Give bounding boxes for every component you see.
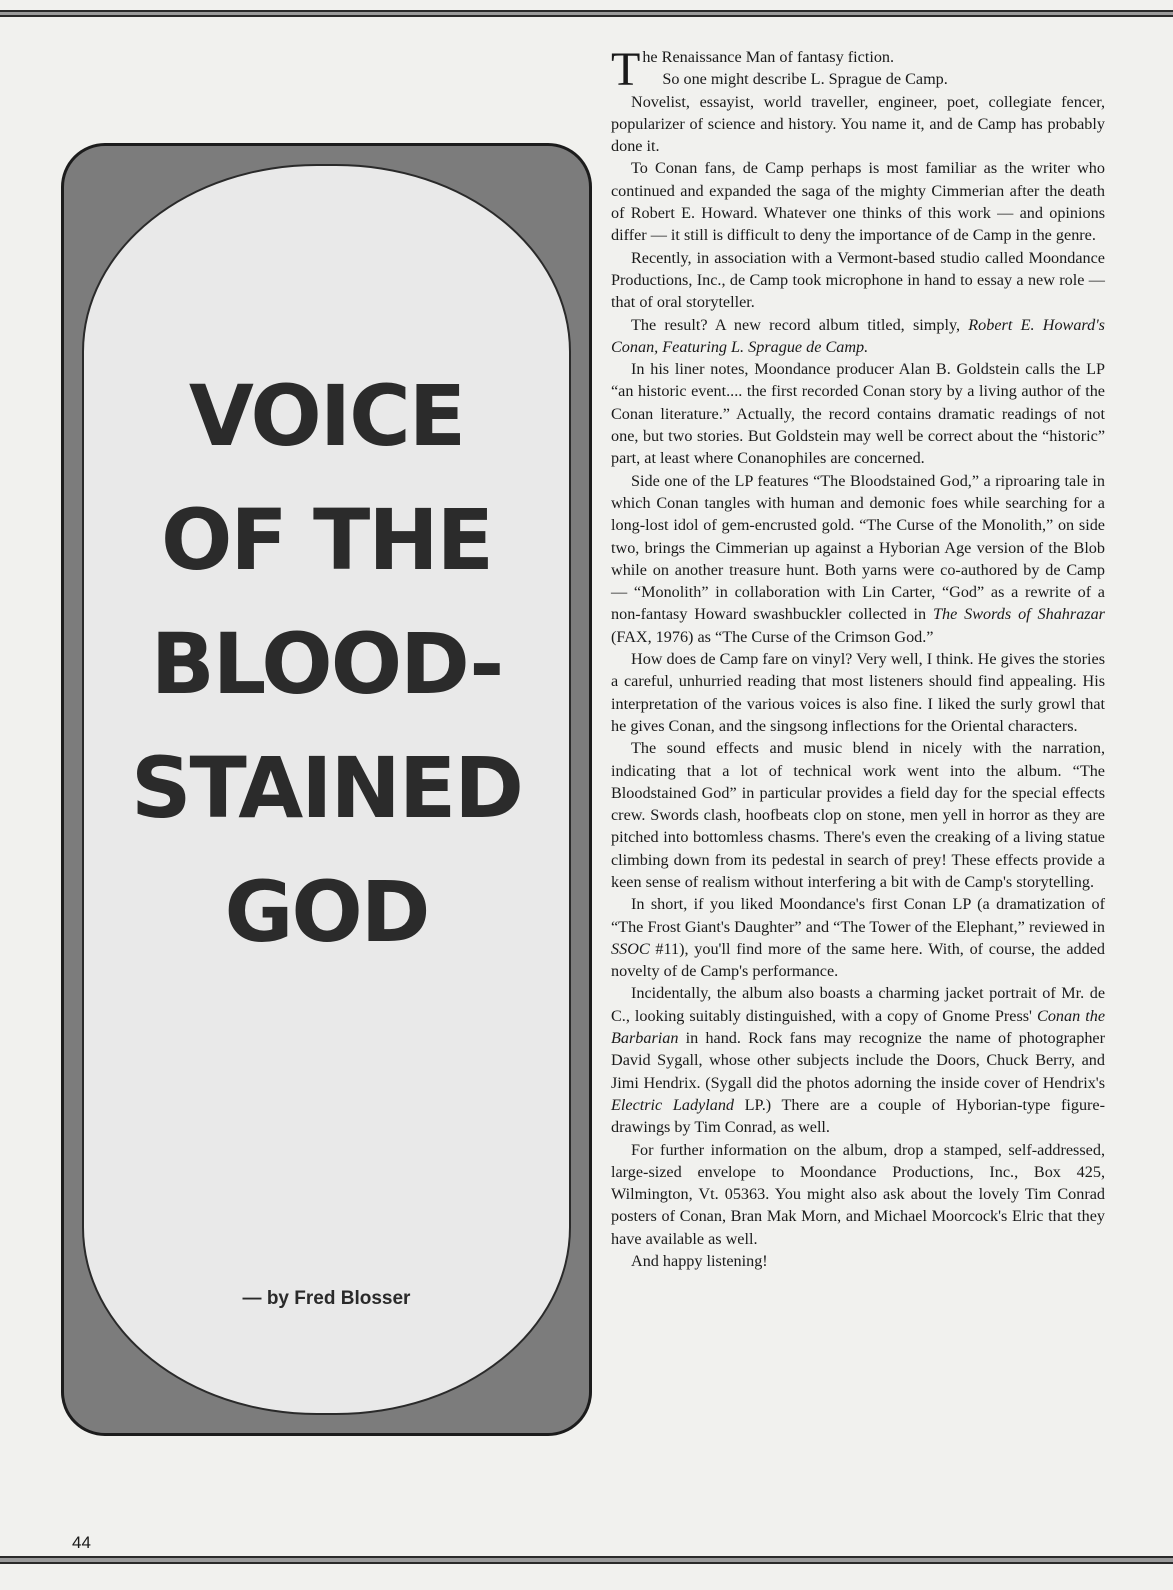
paragraph-11: Incidentally, the album also boasts a charming jacket portrait of Mr. de C., looking suitably distinguished, with a copy of Gnome Press' Conan the Barbarian in hand. Rock fans may recognize the name of photographer David Sygall, whose other subjects include the Doors, Chuck Berry, and Jimi Hendrix. (Sygall did the photos adorning the inside cover of Hendrix's Electric Ladyland LP.) There are a couple of Hyborian-type figure-drawings by Tim Conrad, as well. bbox=[611, 984, 1106, 1137]
title-line-3: BLOOD- bbox=[150, 615, 503, 713]
top-rule bbox=[0, 10, 1173, 17]
title-line-2: OF THE bbox=[160, 491, 492, 589]
title-line-5: GOD bbox=[224, 863, 429, 961]
article-body bbox=[611, 43, 1106, 1272]
title-panel bbox=[61, 143, 592, 1436]
article-title bbox=[64, 354, 589, 974]
paragraph-13: And happy listening! bbox=[631, 1252, 768, 1271]
paragraph-9: The sound effects and music blend in nicely with the narration, indicating that a lot of technical work went into the album. “The Bloodstained God” in particular provides a field day for the special effects crew. Swords clash, hoofbeats clop on stone, men yell in horror as they are pitched into bottomless chasms. There's even the creaking of a living statue climbing down from its pedestal in search of prey! These effects provide a keen sense of realism without interfering a bit with de Camp's storytelling. bbox=[611, 739, 1105, 891]
byline: — by Fred Blosser bbox=[242, 1288, 411, 1309]
paragraph-1: The Renaissance Man of fantasy fiction. bbox=[611, 43, 895, 96]
paragraph-5: The result? A new record album titled, simply, Robert E. Howard's Conan, Featuring L. Sprague de Camp. bbox=[611, 315, 1105, 356]
paragraph-6: In his liner notes, Moondance producer Alan B. Goldstein calls the LP “an historic event.... the first recorded Conan story by a living author of the Conan literature.” Actually, the record contains dramatic readings of not one, but two stories. But Goldstein may well be correct about the “historic” part, at least where Conanophiles are concerned. bbox=[611, 360, 1105, 468]
paragraph-3: To Conan fans, de Camp perhaps is most familiar as the writer who continued and expanded the saga of the mighty Cimmerian after the death of Robert E. Howard. Whatever one thinks of this work — and opinions differ — it still is difficult to deny the importance of de Camp in the genre. bbox=[611, 159, 1105, 245]
paragraph-1b: So one might describe L. Sprague de Camp. bbox=[662, 70, 948, 89]
paragraph-7: Side one of the LP features “The Bloodstained God,” a riproaring tale in which Conan tangles with human and demonic foes while searching for a long-lost idol of gem-encrusted gold. “The Curse of the Monolith,” on side two, brings the Cimmerian up against a Hyborian Age version of the Blob while on another treasure hunt. Both yarns were co-authored by de Camp — “Monolith” in collaboration with Lin Carter, “God” as a rewrite of a non-fantasy Howard swashbuckler collected in The Swords of Shahrazar (FAX, 1976) as “The Curse of the Crimson God.” bbox=[611, 471, 1105, 646]
paragraph-8: How does de Camp fare on vinyl? Very well, I think. He gives the stories a careful, unhurried reading that most listeners should find appealing. His interpretation of the various voices is also fine. I liked the surly growl that he gives Conan, and the singsong inflections for the Oriental characters. bbox=[611, 650, 1105, 735]
page-number: 44 bbox=[72, 1533, 91, 1552]
title-line-4: STAINED bbox=[131, 739, 522, 837]
paragraph-4: Recently, in association with a Vermont-based studio called Moondance Productions, Inc., de Camp took microphone in hand to essay a new role — that of oral storyteller. bbox=[611, 248, 1105, 312]
bottom-rule bbox=[0, 1556, 1173, 1564]
drop-cap: T bbox=[611, 43, 641, 96]
paragraph-10: In short, if you liked Moondance's first Conan LP (a dramatization of “The Frost Giant's Daughter” and “The Tower of the Elephant,” reviewed in SSOC #11), you'll find more of the same here. With, of course, the added novelty of de Camp's performance. bbox=[611, 895, 1105, 981]
paragraph-12: For further information on the album, drop a stamped, self-addressed, large-sized envelope to Moondance Productions, Inc., Box 425, Wilmington, Vt. 05363. You might also ask about the lovely Tim Conrad posters of Conan, Bran Mak Morn, and Michael Moorcock's Elric that they have available as well. bbox=[611, 1140, 1105, 1248]
paragraph-2: Novelist, essayist, world traveller, engineer, poet, collegiate fencer, popularizer of science and history. You name it, and de Camp has probably done it. bbox=[611, 92, 1105, 156]
title-line-1: VOICE bbox=[188, 367, 465, 465]
